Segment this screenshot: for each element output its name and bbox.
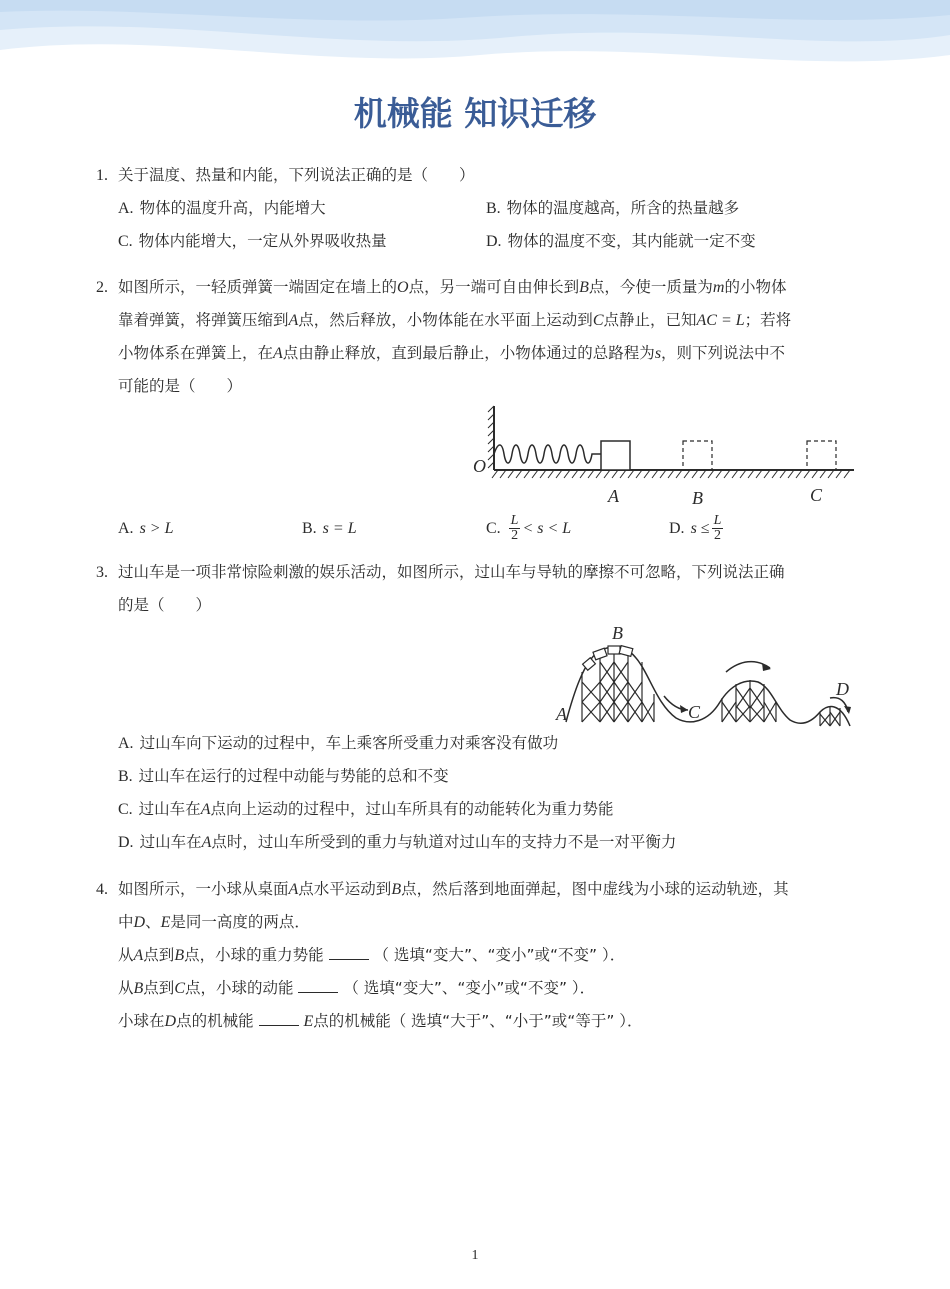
option-c[interactable]: C. 物体内能增大，一定从外界吸收热量: [118, 232, 387, 250]
option-row: [118, 512, 856, 545]
option-row: [118, 192, 856, 225]
label-D: D: [836, 679, 849, 699]
question-2-options: [96, 512, 856, 545]
answer-blank[interactable]: [259, 1009, 299, 1026]
question-1: [96, 159, 856, 258]
answer-blank[interactable]: [298, 976, 338, 993]
fraction: $\frac{L}{2}$: [713, 513, 722, 543]
option-c[interactable]: C. 过山车在A点向上运动的过程中，过山车所具有的动能转化为重力势能: [118, 800, 614, 818]
page-number: 1: [471, 1248, 479, 1263]
label-B: B: [692, 488, 703, 508]
question-4: [96, 873, 856, 1038]
question-2: [96, 271, 856, 403]
option-a[interactable]: A. s > L: [118, 520, 174, 537]
question-stem: 如图所示，一小球从桌面A点水平运动到B点，然后落到地面弹起，图中虚线为小球的运动轨迹，其 中D、E是同一高度的两点．: [118, 880, 789, 931]
question-number: 1.: [96, 167, 108, 184]
label-A: A: [608, 486, 619, 506]
question-number: 4.: [96, 881, 108, 898]
label-C: C: [688, 702, 701, 722]
option-a[interactable]: A. 物体的温度升高，内能增大: [118, 199, 326, 217]
question-3-options: [96, 727, 856, 859]
option-c[interactable]: C. $\frac{L}{2}$ < s < L: [486, 513, 572, 543]
question-3: [96, 556, 856, 622]
fraction: $\frac{L}{2}$: [510, 513, 519, 543]
question-stem: 关于温度、热量和内能，下列说法正确的是（ ）: [118, 166, 475, 184]
label-B: B: [612, 623, 623, 643]
header-wave-decoration: [0, 0, 950, 75]
fill-blank-3: 小球在D点的机械能 E点的机械能（ 选填“大于”、“小于”或“等于” ）．: [118, 1005, 856, 1038]
option-d[interactable]: D. s ≤ $\frac{L}{2}$: [669, 513, 722, 543]
spring-block-figure: [470, 402, 860, 510]
question-stem: 过山车是一项非常惊险刺激的娱乐活动，如图所示，过山车与导轨的摩擦不可忽略，下列说法正确 的是（ ）: [118, 563, 785, 614]
option-a[interactable]: A. 过山车向下运动的过程中，车上乘客所受重力对乘客没有做功: [118, 734, 559, 752]
option-row: [118, 225, 856, 258]
question-stem: 如图所示，一轻质弹簧一端固定在墙上的O点，另一端可自由伸长到B点，今使一质量为m的小物体 靠着弹簧，将弹簧压缩到A点，然后释放，小物体能在水平面上运动到C点静止，已知AC = L；若将 小物体系在弹簧上，在A点由静止释放，直到最后静止，小物体通过的总路程为s，则下列说法中不 可能的是（ ）: [118, 278, 792, 395]
option-b[interactable]: B. s = L: [302, 520, 357, 537]
label-A: A: [556, 704, 567, 724]
option-b[interactable]: B. 物体的温度越高，所含的热量越多: [486, 199, 740, 217]
option-d[interactable]: D. 物体的温度不变，其内能就一定不变: [486, 232, 756, 250]
label-C: C: [810, 485, 823, 505]
answer-blank[interactable]: [329, 943, 369, 960]
fill-blank-1: 从A点到B点，小球的重力势能 （ 选填“变大”、“变小”或“不变” ）．: [118, 939, 856, 972]
roller-coaster-figure: [550, 622, 856, 728]
fill-blank-2: 从B点到C点，小球的动能 （ 选填“变大”、“变小”或“不变” ）．: [118, 972, 856, 1005]
question-number: 2.: [96, 279, 108, 296]
option-d[interactable]: D. 过山车在A点时，过山车所受到的重力与轨道对过山车的支持力不是一对平衡力: [118, 833, 677, 851]
label-O: O: [473, 456, 486, 476]
question-number: 3.: [96, 564, 108, 581]
option-b[interactable]: B. 过山车在运行的过程中动能与势能的总和不变: [118, 767, 449, 785]
page-title: 机械能 知识迁移: [353, 94, 597, 133]
